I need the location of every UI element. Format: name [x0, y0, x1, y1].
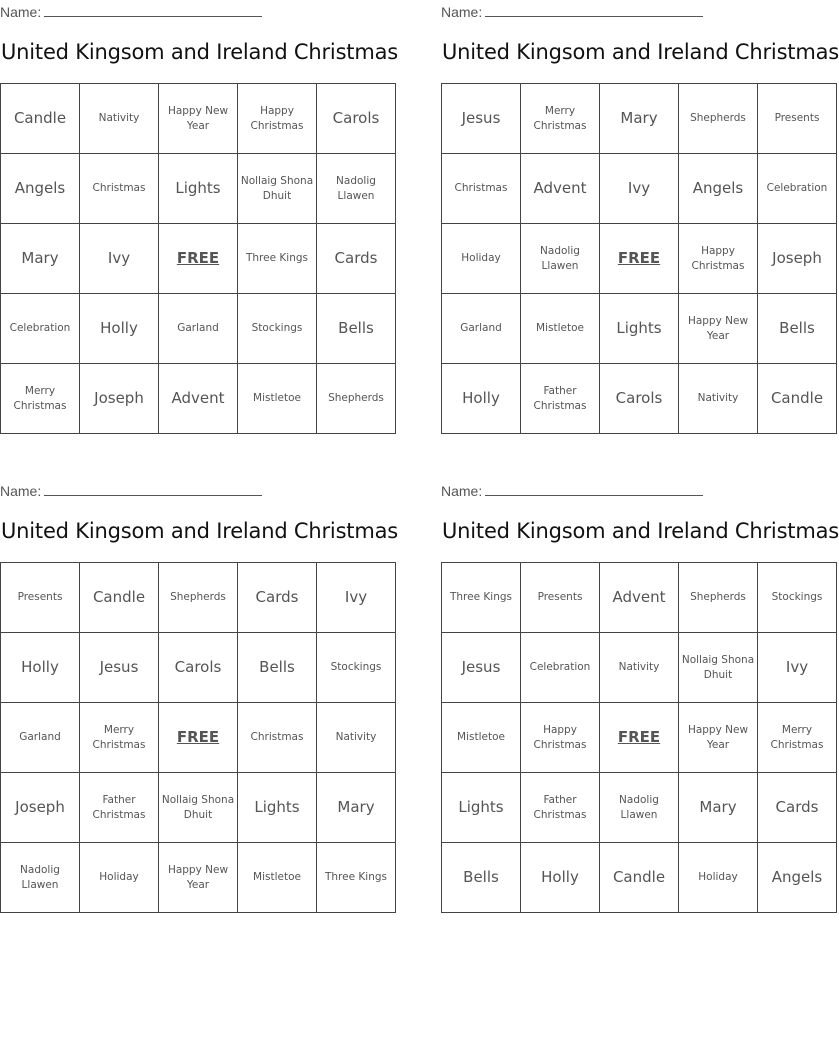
bingo-cell[interactable]: Advent [600, 563, 679, 633]
free-space[interactable]: FREE [159, 703, 238, 773]
bingo-cell[interactable]: Celebration [758, 154, 837, 224]
card-title: United Kingsom and Ireland Christmas [1, 40, 399, 64]
bingo-grid [0, 562, 396, 913]
bingo-cell[interactable]: Lights [442, 773, 521, 843]
bingo-cell[interactable]: Cards [238, 563, 317, 633]
bingo-cell[interactable]: Jesus [80, 633, 159, 703]
name-label: Name: [0, 483, 42, 499]
bingo-cell[interactable]: Holiday [679, 843, 758, 913]
bingo-cell[interactable]: Jesus [442, 633, 521, 703]
bingo-cell[interactable]: Nollaig Shona Dhuit [159, 773, 238, 843]
bingo-cell[interactable]: Ivy [600, 154, 679, 224]
bingo-cell[interactable]: Mistletoe [238, 364, 317, 434]
bingo-cell[interactable]: Mistletoe [521, 294, 600, 364]
grid-row [1, 364, 396, 434]
grid-row [1, 84, 396, 154]
bingo-cell[interactable]: Holly [442, 364, 521, 434]
bingo-cell[interactable]: Nadolig Llawen [1, 843, 80, 913]
bingo-cell[interactable]: Happy New Year [159, 84, 238, 154]
grid-row [442, 773, 837, 843]
bingo-cell[interactable]: Merry Christmas [758, 703, 837, 773]
bingo-cell[interactable]: Shepherds [679, 563, 758, 633]
card-title: United Kingsom and Ireland Christmas [1, 519, 399, 543]
bingo-cell[interactable]: Mary [317, 773, 396, 843]
bingo-cell[interactable]: Celebration [521, 633, 600, 703]
bingo-cell[interactable]: Jesus [442, 84, 521, 154]
grid-row [1, 563, 396, 633]
bingo-cell[interactable]: Angels [758, 843, 837, 913]
bingo-cell[interactable]: Carols [600, 364, 679, 434]
bingo-cell[interactable]: Nadolig Llawen [521, 224, 600, 294]
bingo-cell[interactable]: Nativity [317, 703, 396, 773]
free-space[interactable]: FREE [159, 224, 238, 294]
bingo-cell[interactable]: Christmas [442, 154, 521, 224]
bingo-cell[interactable]: Father Christmas [80, 773, 159, 843]
bingo-cell[interactable]: Cards [317, 224, 396, 294]
bingo-cell[interactable]: Nollaig Shona Dhuit [238, 154, 317, 224]
bingo-grid [441, 83, 837, 434]
bingo-cell[interactable]: Happy New Year [679, 294, 758, 364]
bingo-cell[interactable]: Happy Christmas [679, 224, 758, 294]
bingo-cell[interactable]: Father Christmas [521, 364, 600, 434]
bingo-cell[interactable]: Presents [1, 563, 80, 633]
bingo-cell[interactable]: Bells [317, 294, 396, 364]
bingo-cell[interactable]: Joseph [80, 364, 159, 434]
bingo-cell[interactable]: Mistletoe [442, 703, 521, 773]
grid-row [1, 843, 396, 913]
grid-row [1, 773, 396, 843]
bingo-cell[interactable]: Happy Christmas [238, 84, 317, 154]
grid-row [442, 633, 837, 703]
grid-row [442, 154, 837, 224]
card-title: United Kingsom and Ireland Christmas [442, 40, 839, 64]
bingo-cell[interactable]: Christmas [80, 154, 159, 224]
bingo-cell[interactable]: Shepherds [679, 84, 758, 154]
card-title: United Kingsom and Ireland Christmas [442, 519, 839, 543]
bingo-cell[interactable]: Nativity [679, 364, 758, 434]
bingo-cell[interactable]: Bells [442, 843, 521, 913]
bingo-cell[interactable]: Nollaig Shona Dhuit [679, 633, 758, 703]
bingo-cell[interactable]: Merry Christmas [80, 703, 159, 773]
grid-row [442, 224, 837, 294]
bingo-cell[interactable]: Celebration [1, 294, 80, 364]
bingo-cell[interactable]: Holiday [442, 224, 521, 294]
bingo-cell[interactable]: Three Kings [442, 563, 521, 633]
name-field[interactable] [441, 482, 703, 499]
bingo-cell[interactable]: Candle [80, 563, 159, 633]
name-label: Name: [441, 483, 483, 499]
bingo-cell[interactable]: Father Christmas [521, 773, 600, 843]
bingo-cell[interactable]: Angels [1, 154, 80, 224]
free-space[interactable]: FREE [600, 224, 679, 294]
grid-row [442, 294, 837, 364]
free-space[interactable]: FREE [600, 703, 679, 773]
bingo-cell[interactable]: Nativity [600, 633, 679, 703]
bingo-cell[interactable]: Presents [521, 563, 600, 633]
grid-row [442, 563, 837, 633]
bingo-cell[interactable]: Ivy [317, 563, 396, 633]
bingo-cell[interactable]: Holly [1, 633, 80, 703]
name-blank-line[interactable] [485, 3, 703, 17]
bingo-cell[interactable]: Ivy [758, 633, 837, 703]
bingo-cell[interactable]: Carols [159, 633, 238, 703]
bingo-cell[interactable]: Holly [80, 294, 159, 364]
bingo-cell[interactable]: Shepherds [159, 563, 238, 633]
bingo-cell[interactable]: Three Kings [317, 843, 396, 913]
name-field[interactable] [0, 482, 262, 499]
bingo-cell[interactable]: Merry Christmas [1, 364, 80, 434]
bingo-cell[interactable]: Cards [758, 773, 837, 843]
grid-row [1, 703, 396, 773]
bingo-cell[interactable]: Nadolig Llawen [600, 773, 679, 843]
grid-row [1, 294, 396, 364]
name-field[interactable] [441, 3, 703, 20]
name-blank-line[interactable] [485, 482, 703, 496]
bingo-cell[interactable]: Bells [758, 294, 837, 364]
bingo-cell[interactable]: Christmas [238, 703, 317, 773]
grid-row [1, 224, 396, 294]
bingo-cell[interactable]: Candle [1, 84, 80, 154]
bingo-cell[interactable]: Presents [758, 84, 837, 154]
bingo-cell[interactable]: Shepherds [317, 364, 396, 434]
bingo-cell[interactable]: Happy New Year [679, 703, 758, 773]
bingo-cell[interactable]: Three Kings [238, 224, 317, 294]
grid-row [442, 364, 837, 434]
bingo-cell[interactable]: Happy Christmas [521, 703, 600, 773]
bingo-cell[interactable]: Garland [1, 703, 80, 773]
grid-row [1, 633, 396, 703]
bingo-cell[interactable]: Mistletoe [238, 843, 317, 913]
bingo-cell[interactable]: Bells [238, 633, 317, 703]
bingo-cell[interactable]: Candle [600, 843, 679, 913]
bingo-cell[interactable]: Holly [521, 843, 600, 913]
bingo-grid [0, 83, 396, 434]
bingo-cell[interactable]: Joseph [758, 224, 837, 294]
bingo-cell[interactable]: Garland [159, 294, 238, 364]
bingo-cell[interactable]: Mary [600, 84, 679, 154]
bingo-cell[interactable]: Carols [317, 84, 396, 154]
bingo-cell[interactable]: Mary [1, 224, 80, 294]
bingo-cell[interactable]: Joseph [1, 773, 80, 843]
bingo-cell[interactable]: Angels [679, 154, 758, 224]
bingo-cell[interactable]: Advent [159, 364, 238, 434]
bingo-cell[interactable]: Lights [600, 294, 679, 364]
bingo-cell[interactable]: Stockings [238, 294, 317, 364]
name-field[interactable] [0, 3, 262, 20]
bingo-grid [441, 562, 837, 913]
bingo-cell[interactable]: Merry Christmas [521, 84, 600, 154]
name-label: Name: [441, 4, 483, 20]
bingo-cell[interactable]: Candle [758, 364, 837, 434]
bingo-cell[interactable]: Lights [159, 154, 238, 224]
grid-row [442, 84, 837, 154]
bingo-cell[interactable]: Garland [442, 294, 521, 364]
bingo-cell[interactable]: Stockings [758, 563, 837, 633]
grid-row [442, 703, 837, 773]
bingo-cell[interactable]: Nadolig Llawen [317, 154, 396, 224]
name-blank-line[interactable] [44, 3, 262, 17]
bingo-cell[interactable]: Advent [521, 154, 600, 224]
grid-row [442, 843, 837, 913]
bingo-cell[interactable]: Lights [238, 773, 317, 843]
name-blank-line[interactable] [44, 482, 262, 496]
grid-row [1, 154, 396, 224]
bingo-cell[interactable]: Stockings [317, 633, 396, 703]
bingo-cell[interactable]: Mary [679, 773, 758, 843]
bingo-cell[interactable]: Happy New Year [159, 843, 238, 913]
bingo-cell[interactable]: Ivy [80, 224, 159, 294]
bingo-cell[interactable]: Holiday [80, 843, 159, 913]
bingo-cell[interactable]: Nativity [80, 84, 159, 154]
name-label: Name: [0, 4, 42, 20]
